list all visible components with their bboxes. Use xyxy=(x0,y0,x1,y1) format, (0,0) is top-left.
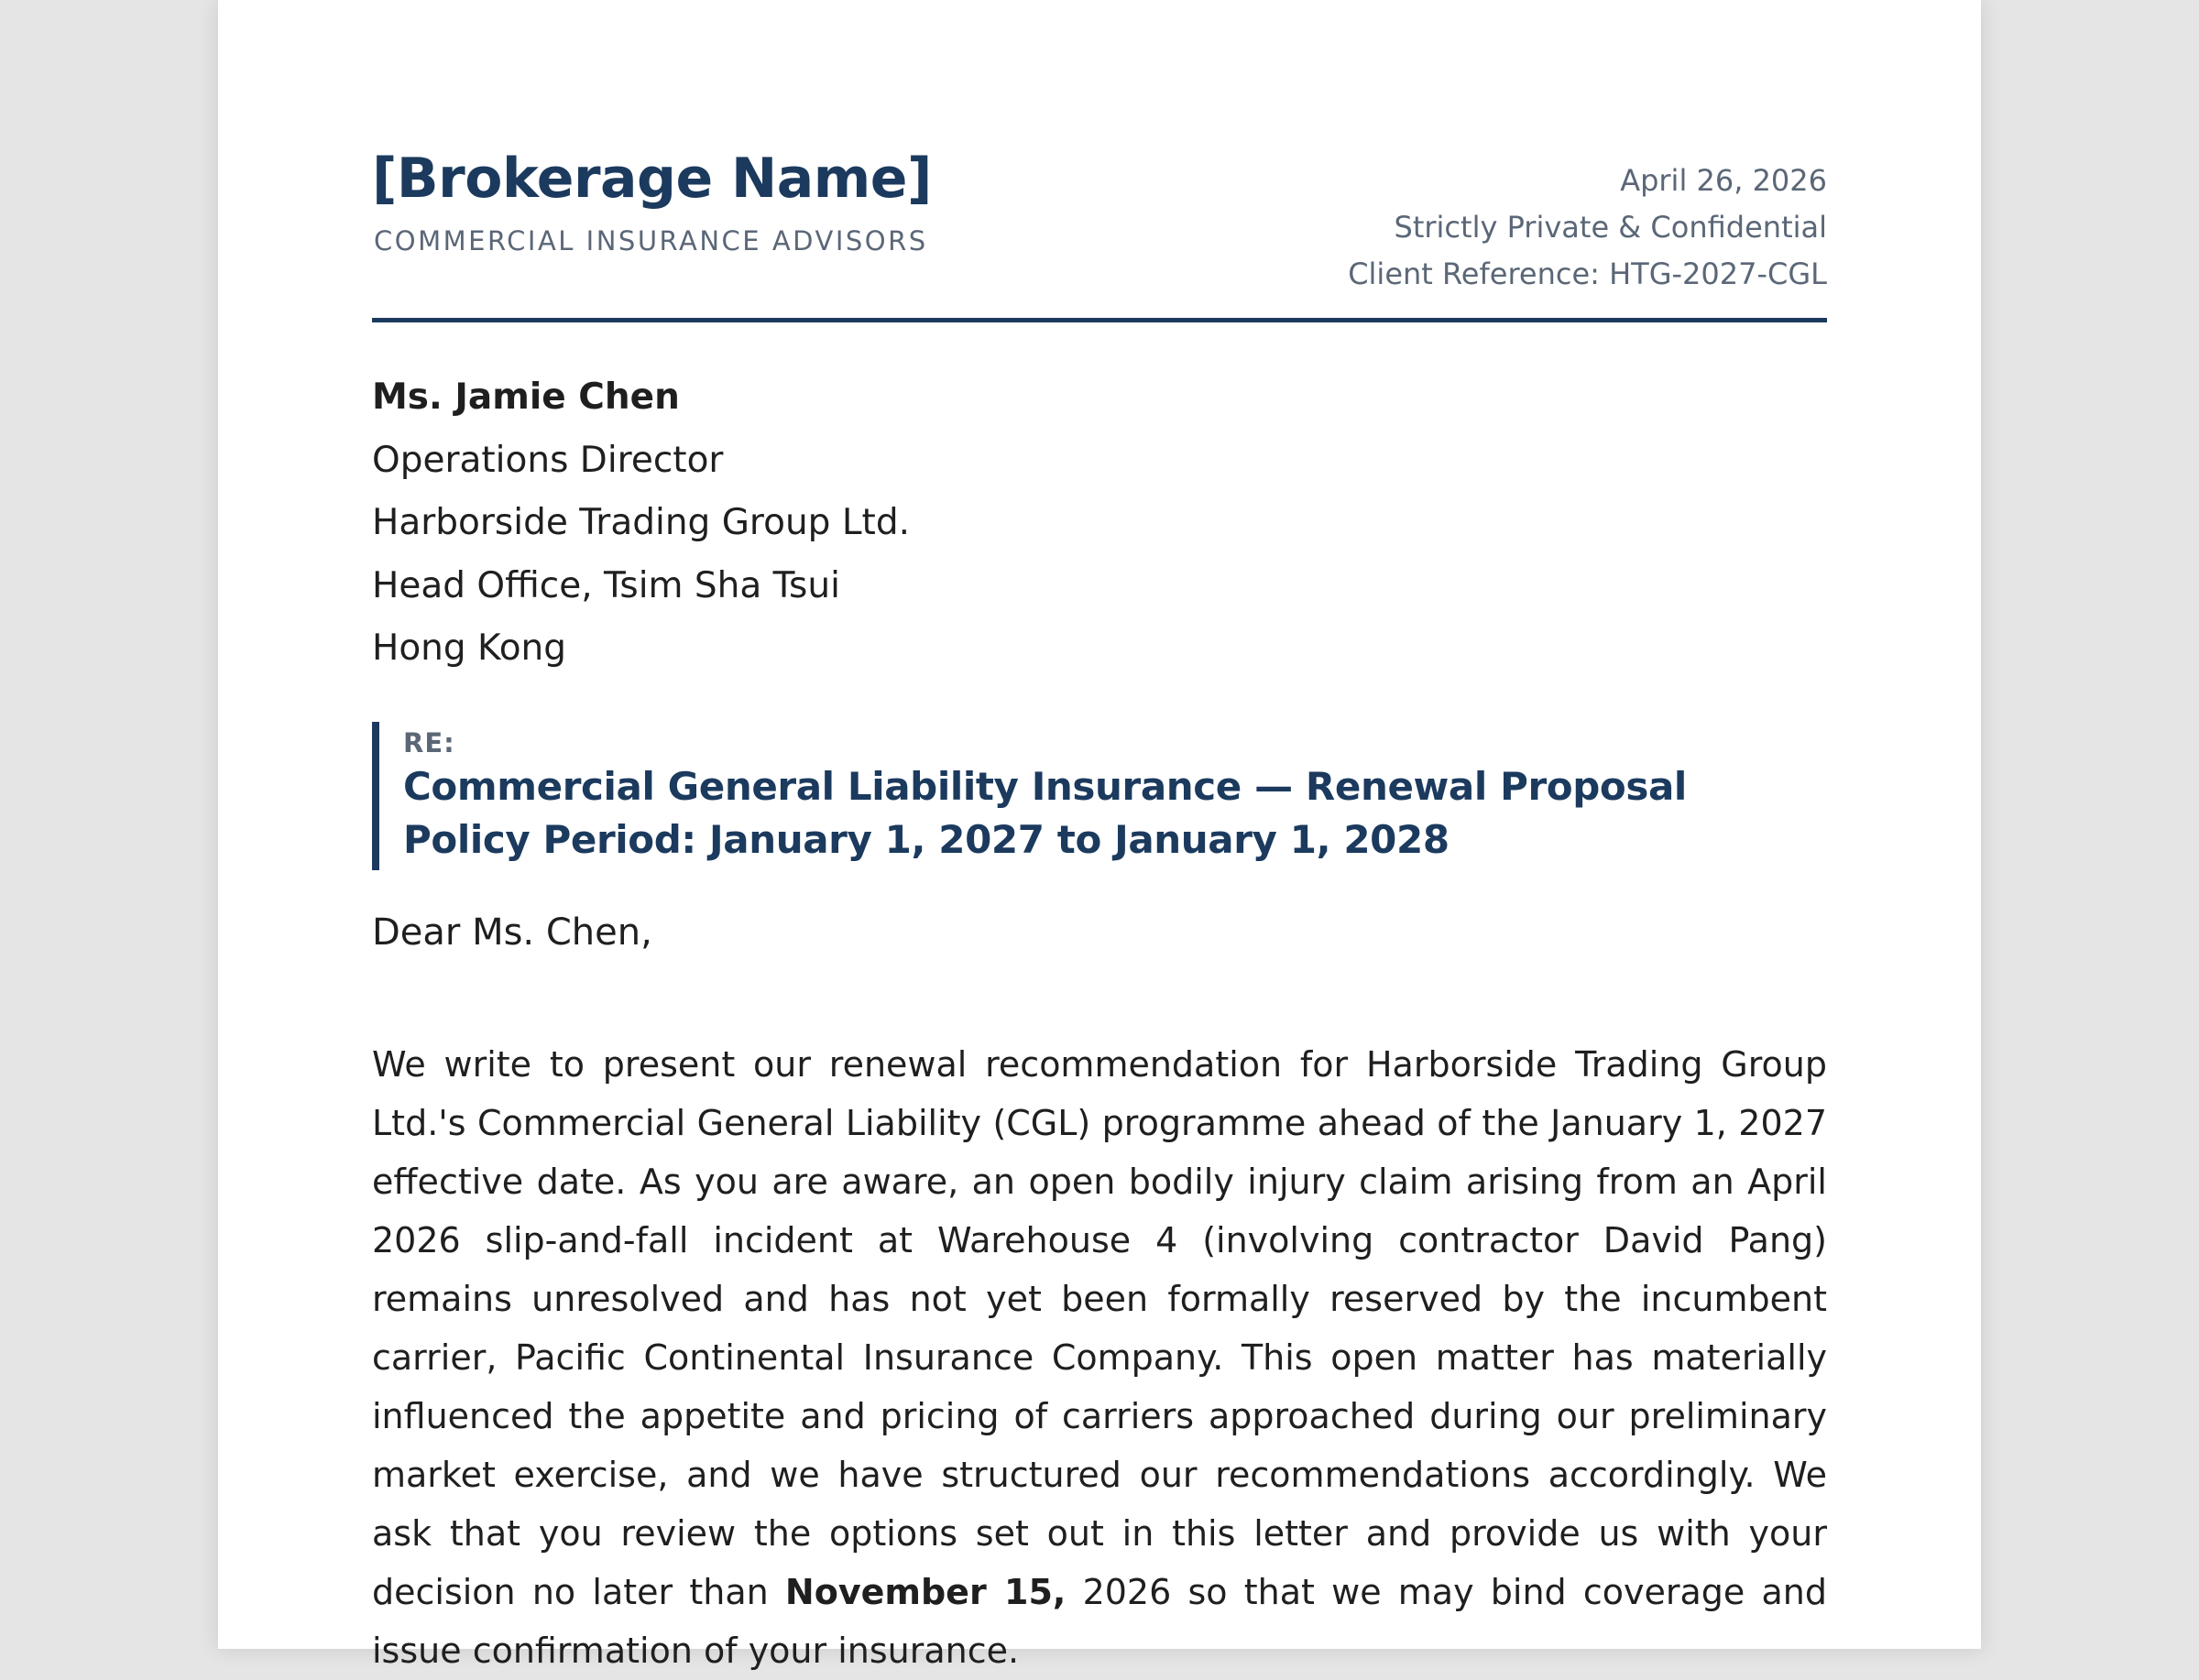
recipient-city: Hong Kong xyxy=(372,627,567,669)
recipient-address xyxy=(372,366,910,681)
decision-deadline: November 15, xyxy=(784,1572,1067,1612)
client-reference: Client Reference: HTG-2027-CGL xyxy=(1348,256,1827,291)
subject-label: RE: xyxy=(403,727,455,758)
brokerage-name: [Brokerage Name] xyxy=(372,147,932,211)
recipient-title: Operations Director xyxy=(372,439,724,481)
confidentiality-note: Strictly Private & Confidential xyxy=(1394,210,1827,245)
letter-date: April 26, 2026 xyxy=(1620,163,1827,198)
brokerage-tagline: COMMERCIAL INSURANCE ADVISORS xyxy=(374,225,928,256)
subject-line-2: Policy Period: January 1, 2027 to January 1, 2028 xyxy=(403,817,1450,862)
salutation: Dear Ms. Chen, xyxy=(372,911,652,954)
body-text-main: We write to present our renewal recommendation for Harborside Trading Group Ltd.'s Commercial General Liability (CGL) programme ahead of the January 1, 2027 effective date. As you are aware, an open bodily injury claim arising from an April 2026 slip-and-fall incident at Warehouse 4 (involving contractor David Pang) remains unresolved and has not yet been formally reserved by the incumbent carrier, Pacific Continental Insurance Company. This open matter has materially influenced the appetite and pricing of carriers approached during our preliminary market exercise, and we have structured our recommendations accordingly. We ask that you review the options set out in this letter and provide us with your decision no later than xyxy=(372,1044,1827,1612)
letter-meta xyxy=(1348,158,1827,298)
recipient-address-line: Head Office, Tsim Sha Tsui xyxy=(372,564,840,606)
body-text-tail: 2026 so that we may bind coverage and issue confirmation of your insurance. xyxy=(372,1572,1827,1671)
body-paragraph xyxy=(372,1035,1827,1680)
letter-page xyxy=(218,0,1981,1671)
recipient-name: Ms. Jamie Chen xyxy=(372,376,680,418)
header-divider xyxy=(372,318,1827,322)
subject-block xyxy=(372,722,1687,870)
recipient-company: Harborside Trading Group Ltd. xyxy=(372,502,910,543)
subject-line-1: Commercial General Liability Insurance — Renewal Proposal xyxy=(403,764,1687,809)
letterhead xyxy=(372,147,1827,321)
